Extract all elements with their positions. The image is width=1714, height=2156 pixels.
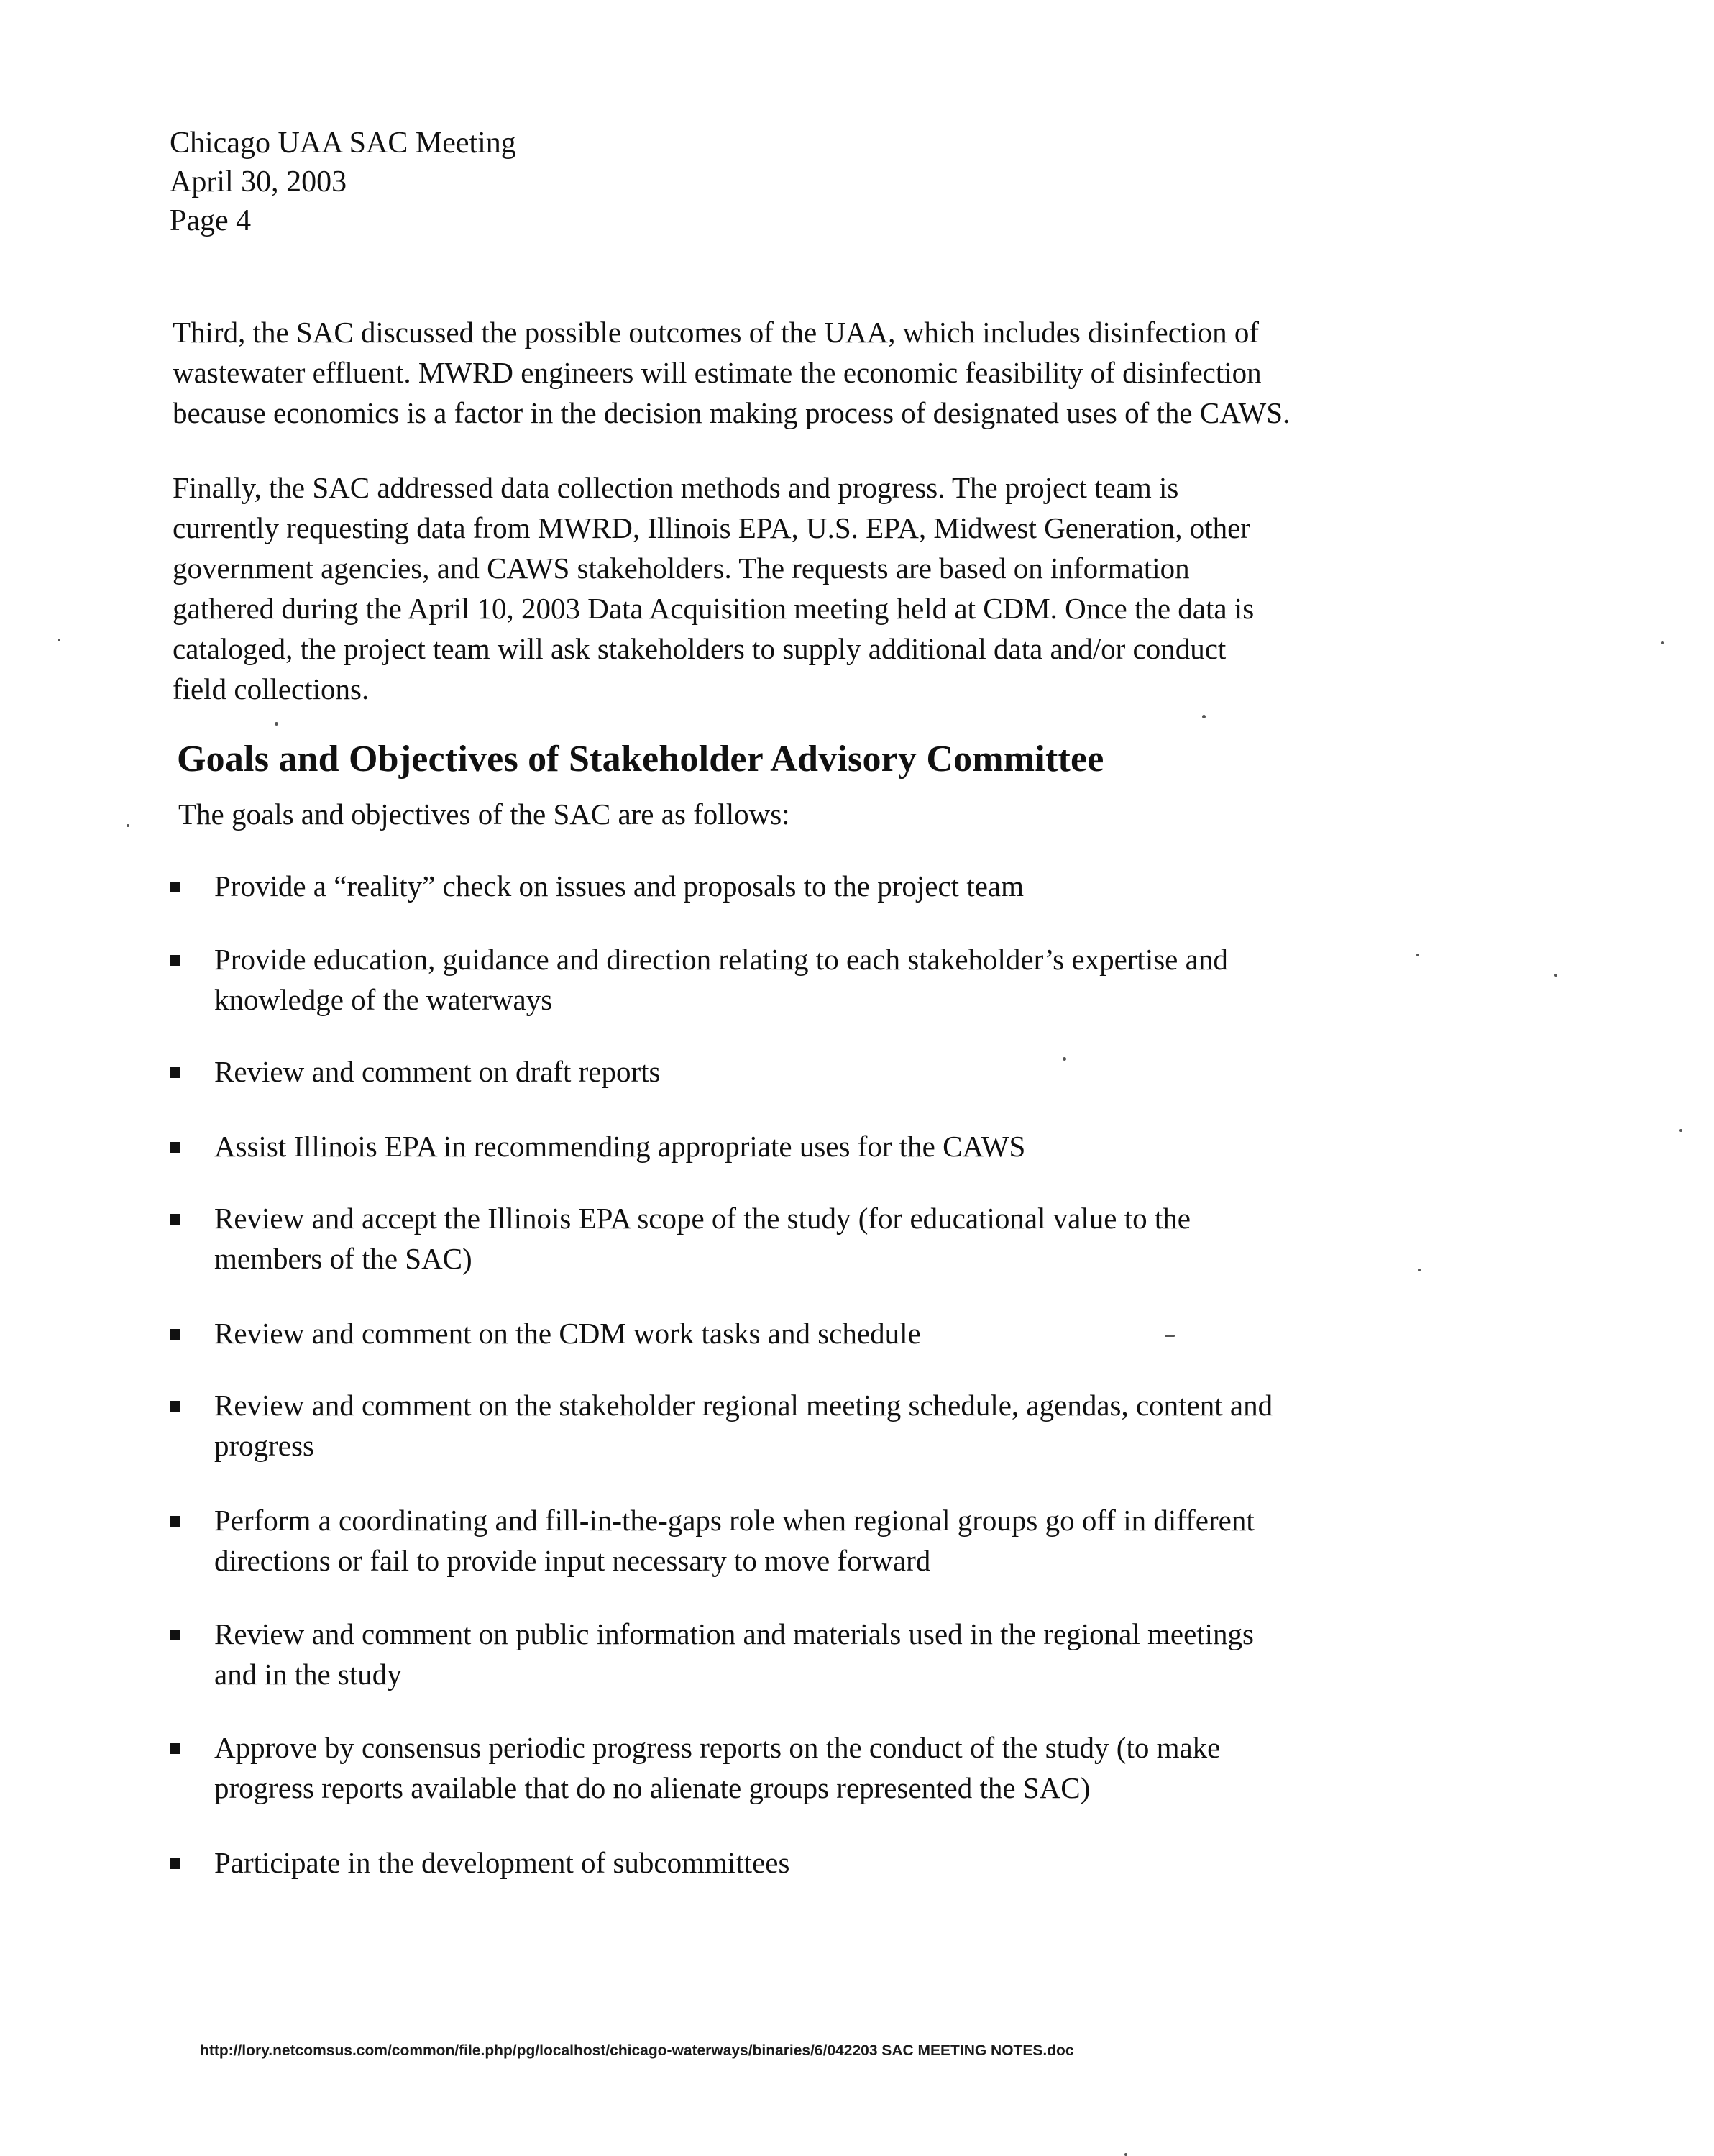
scan-speck [127, 824, 129, 827]
bullet-square-icon [170, 955, 180, 966]
footer-source-url: http://lory.netcomsus.com/common/file.php/pg/localhost/chicago-waterways/binaries/6/042203 SAC MEETING NOTES.doc [200, 2042, 1074, 2059]
scan-speck [1063, 1057, 1066, 1061]
bullet-text [214, 939, 1228, 1020]
bullet-text [214, 1051, 661, 1092]
paragraph-line: field collections. [173, 672, 370, 705]
scan-speck [1165, 1335, 1175, 1337]
section-intro: The goals and objectives of the SAC are as follows: [178, 798, 790, 831]
bullet-square-icon [170, 882, 180, 892]
section-heading: Goals and Objectives of Stakeholder Advisory Committee [177, 739, 1104, 780]
bullet-line: Provide education, guidance and direction relating to each stakeholder’s expertise and [214, 943, 1228, 976]
bullet-square-icon [170, 1214, 180, 1225]
scan-speck [1416, 954, 1419, 956]
bullet-line: Review and accept the Illinois EPA scope of the study (for educational value to the [214, 1202, 1191, 1235]
bullet-line: Review and comment on the stakeholder regional meeting schedule, agendas, content and [214, 1389, 1273, 1422]
bullet-text [214, 1126, 1025, 1166]
paragraph-line: gathered during the April 10, 2003 Data Acquisition meeting held at CDM. Once the data is [173, 592, 1255, 625]
bullet-line: Perform a coordinating and fill-in-the-gaps role when regional groups go off in different [214, 1504, 1255, 1537]
paragraph-line: because economics is a factor in the decision making process of designated uses of the CAWS. [173, 396, 1291, 429]
bullet-line: and in the study [214, 1658, 402, 1691]
bullet-square-icon [170, 1329, 180, 1340]
bullet-text [214, 1500, 1255, 1581]
scan-speck [1679, 1129, 1682, 1132]
paragraph-line: cataloged, the project team will ask stakeholders to supply additional data and/or conduct [173, 632, 1227, 665]
bullet-text [214, 1727, 1220, 1808]
bullet-line: Provide a “reality” check on issues and proposals to the project team [214, 869, 1024, 903]
scan-speck [1418, 1269, 1421, 1271]
paragraph-disinfection [173, 312, 1452, 433]
bullet-text [214, 866, 1024, 906]
document-header [170, 124, 516, 240]
bullet-square-icon [170, 1142, 180, 1153]
bullet-line: Review and comment on draft reports [214, 1055, 661, 1088]
header-meeting-title: Chicago UAA SAC Meeting [170, 127, 516, 160]
header-page-number: Page 4 [170, 204, 252, 237]
bullet-line: directions or fail to provide input necessary to move forward [214, 1544, 931, 1577]
bullet-line: Review and comment on the CDM work tasks and schedule [214, 1317, 921, 1350]
paragraph-line: Third, the SAC discussed the possible outcomes of the UAA, which includes disinfection of [173, 316, 1260, 349]
bullet-text [214, 1313, 921, 1353]
scan-speck [58, 639, 60, 641]
bullet-line: progress reports available that do no alienate groups represented the SAC) [214, 1771, 1091, 1804]
paragraph-line: wastewater effluent. MWRD engineers will estimate the economic feasibility of disinfection [173, 356, 1262, 389]
scan-speck [1202, 715, 1206, 718]
bullet-square-icon [170, 1858, 180, 1869]
bullet-text [214, 1842, 789, 1883]
bullet-square-icon [170, 1067, 180, 1078]
bullet-line: knowledge of the waterways [214, 983, 553, 1016]
header-date: April 30, 2003 [170, 165, 347, 198]
bullet-line: Participate in the development of subcommittees [214, 1846, 790, 1879]
scan-speck [275, 722, 278, 726]
bullet-line: Approve by consensus periodic progress reports on the conduct of the study (to make [214, 1731, 1221, 1764]
bullet-text [214, 1198, 1191, 1279]
scan-speck [1554, 974, 1557, 977]
paragraph-line: Finally, the SAC addressed data collection methods and progress. The project team is [173, 471, 1179, 504]
bullet-text [214, 1614, 1254, 1694]
bullet-square-icon [170, 1401, 180, 1412]
bullet-line: members of the SAC) [214, 1242, 472, 1275]
bullet-line: progress [214, 1429, 314, 1462]
bullet-text [214, 1385, 1273, 1466]
paragraph-line: currently requesting data from MWRD, Illinois EPA, U.S. EPA, Midwest Generation, other [173, 511, 1250, 544]
bullet-line: Review and comment on public information and materials used in the regional meetings [214, 1617, 1255, 1650]
bullet-line: Assist Illinois EPA in recommending appropriate uses for the CAWS [214, 1130, 1026, 1163]
paragraph-line: government agencies, and CAWS stakeholders. The requests are based on information [173, 552, 1190, 585]
bullet-square-icon [170, 1516, 180, 1527]
scan-speck [1661, 641, 1664, 644]
bullet-square-icon [170, 1743, 180, 1754]
paragraph-data-collection [173, 467, 1452, 709]
bullet-square-icon [170, 1630, 180, 1640]
scan-speck [1124, 2153, 1127, 2156]
